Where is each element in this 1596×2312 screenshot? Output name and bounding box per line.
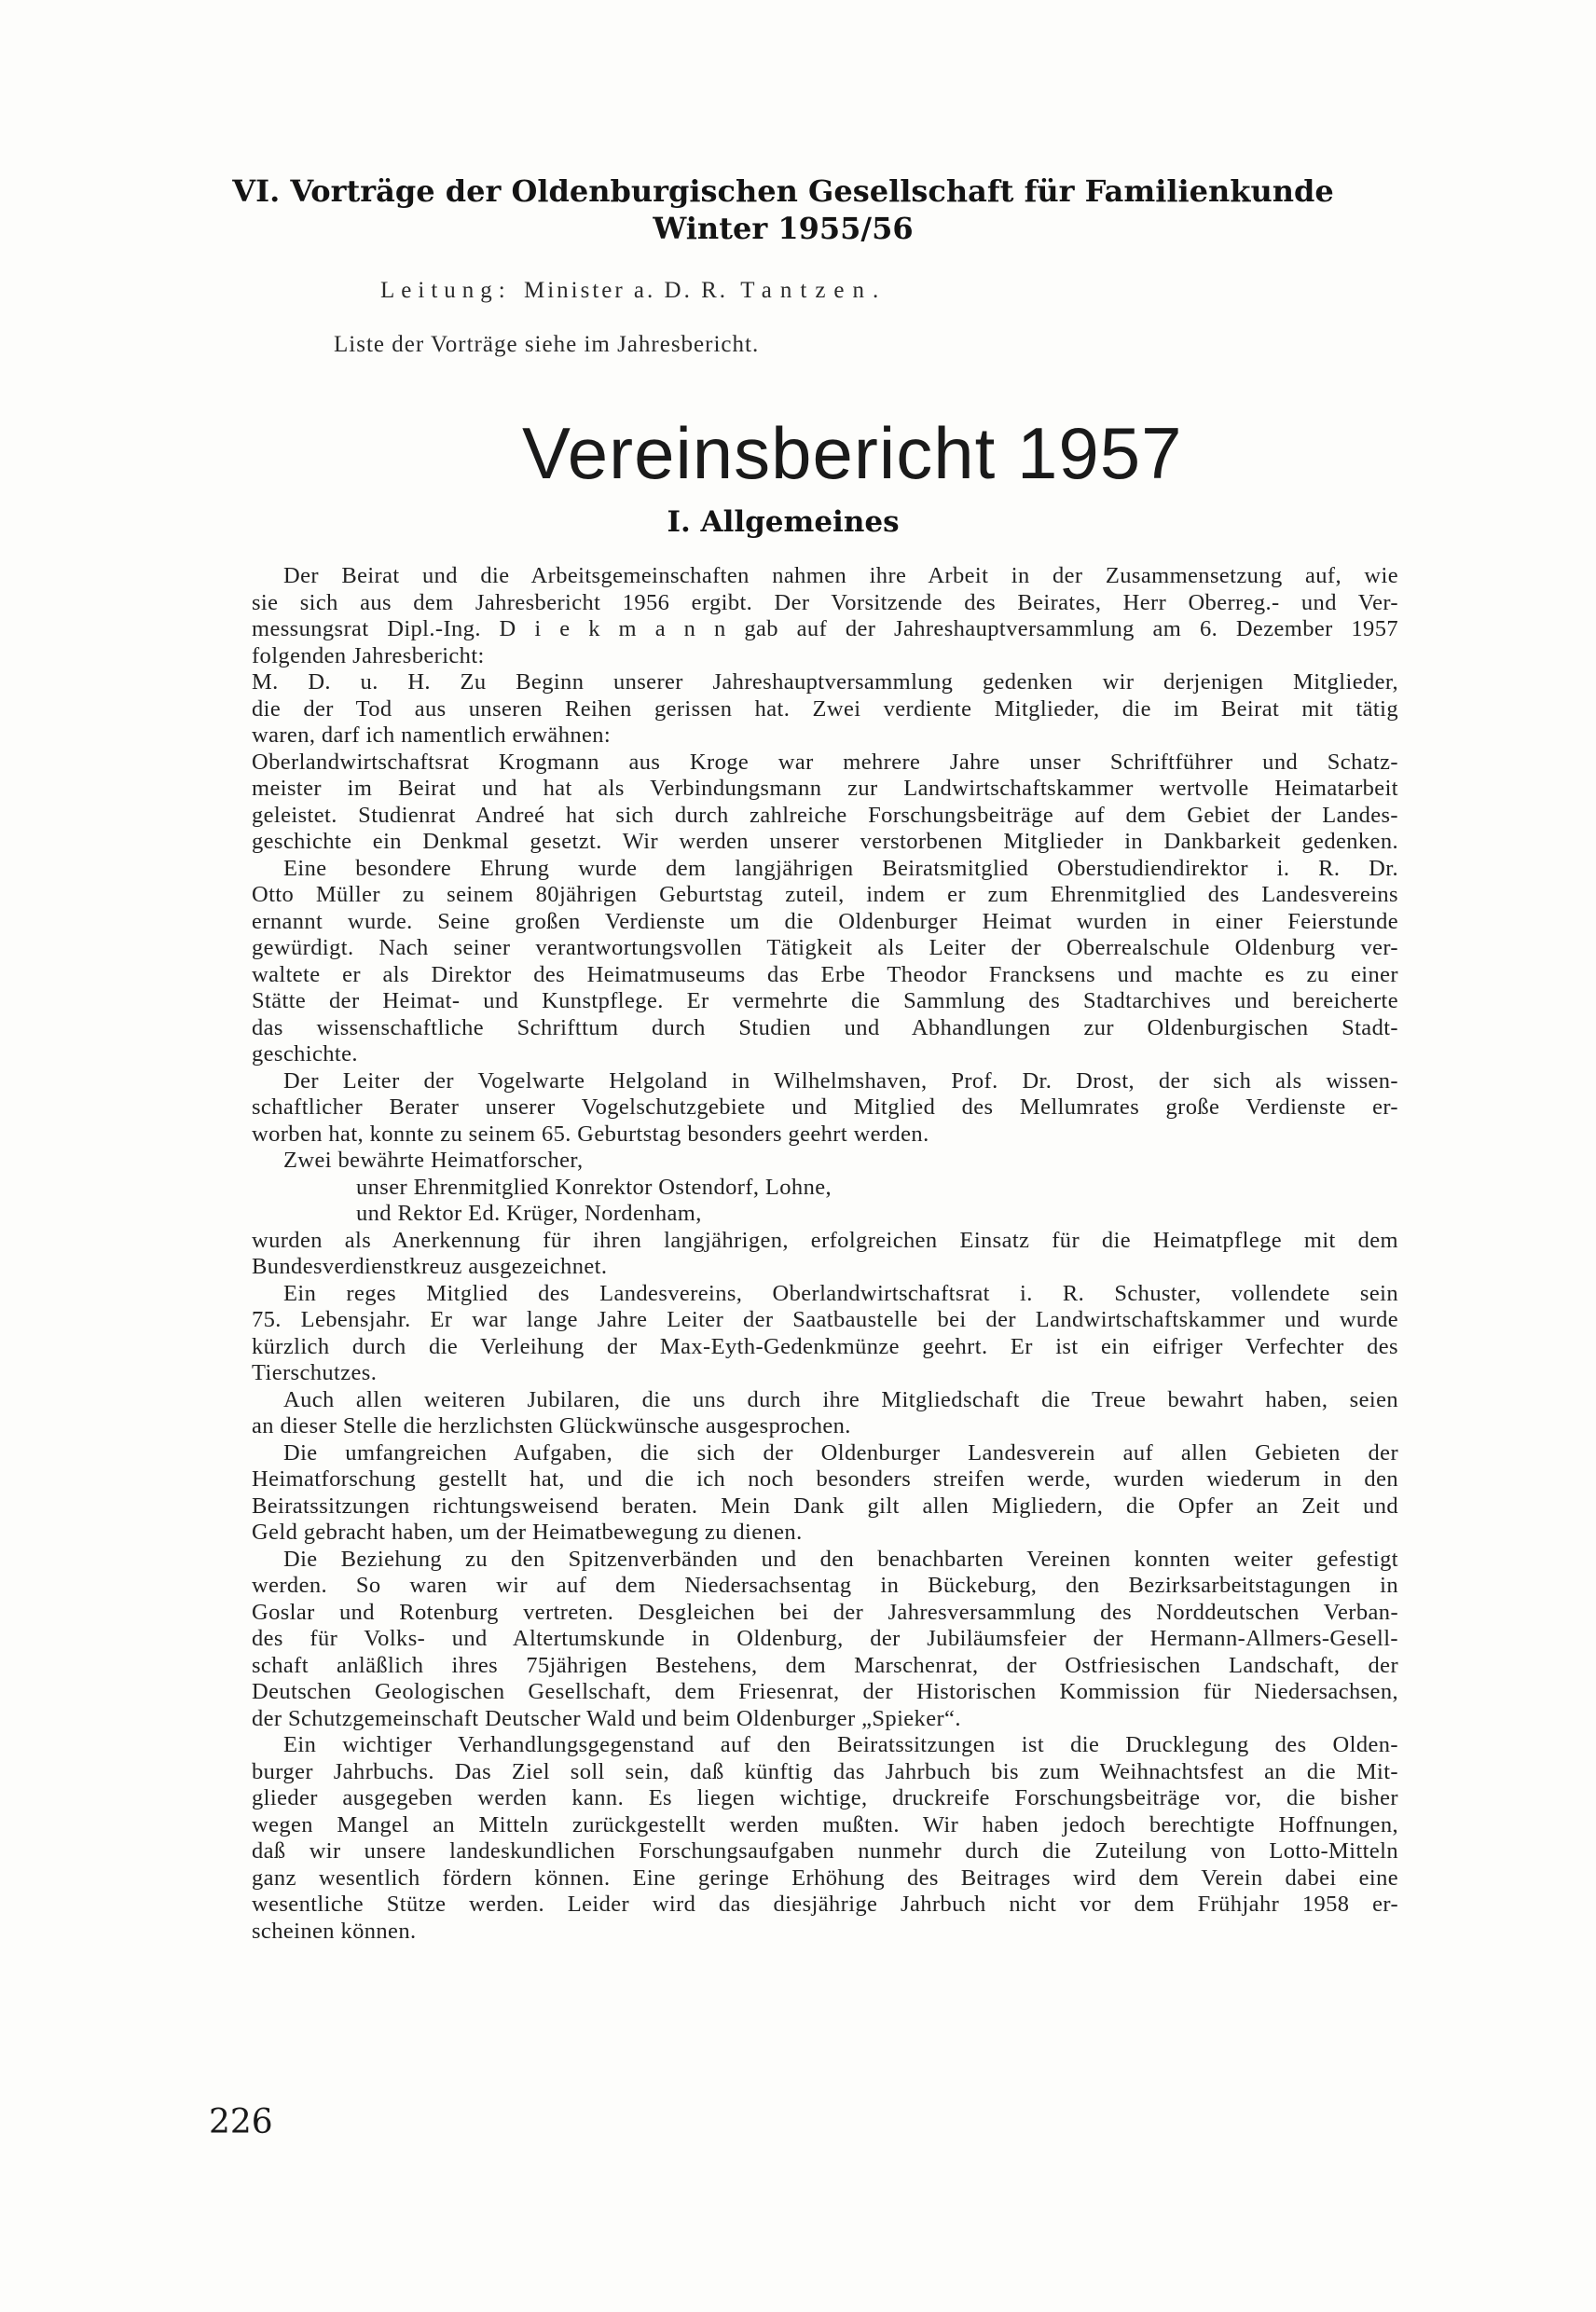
- text-line: der Schutzgemeinschaft Deutscher Wald und beim Oldenburger „Spieker“.: [252, 1705, 961, 1731]
- text-line: Beiratssitzungen richtungsweisend beraten. Mein Dank gilt allen Migliedern, die Opfer an Zeit und: [252, 1493, 1398, 1519]
- text-line: sie sich aus dem Jahresbericht 1956 ergibt. Der Vorsitzende des Beirates, Herr Oberreg.- und Ver-: [252, 589, 1398, 615]
- text-line: werden. So waren wir auf dem Niedersachsentag in Bückeburg, den Bezirksarbeitstagungen in: [252, 1573, 1398, 1598]
- text-line: die der Tod aus unseren Reihen gerissen hat. Zwei verdiente Mitglieder, die im Beirat mit tätig: [252, 695, 1398, 722]
- text-line: burger Jahrbuchs. Das Ziel soll sein, daß künftig das Jahrbuch bis zum Weihnachtsfest an die Mit-: [252, 1758, 1398, 1784]
- text-line: Goslar und Rotenburg vertreten. Desgleichen bei der Jahresversammlung des Norddeutschen Verban-: [252, 1599, 1398, 1625]
- text-line: Deutschen Geologischen Gesellschaft, dem Friesenrat, der Historischen Kommission für Niedersachsen,: [252, 1679, 1398, 1704]
- text-line: messungsrat Dipl.-Ing. D i e k m a n n gab auf der Jahreshauptversammlung am 6. Dezember 1957: [252, 616, 1398, 641]
- text-line: Oberlandwirtschaftsrat Krogmann aus Kroge war mehrere Jahre unser Schriftführer und Schatz-: [252, 749, 1398, 775]
- lecture-list-note: Liste der Vorträge siehe im Jahresbericht.: [334, 332, 760, 357]
- report-title: Vereinsbericht 1957: [522, 412, 1183, 494]
- text-line: des für Volks- und Altertumskunde in Oldenburg, der Jubiläumsfeier der Hermann-Allmers-Gesell-: [252, 1626, 1398, 1651]
- lecture-series-title: VI. Vorträge der Oldenburgischen Gesellschaft für Familienkunde: [232, 173, 1334, 209]
- text-line: Otto Müller zu seinem 80jährigen Geburtstag zuteil, indem er zum Ehrenmitglied des Landesvereins: [252, 882, 1398, 907]
- report-body: [252, 563, 1398, 1945]
- text-line: geschichte ein Denkmal gesetzt. Wir werden unserer verstorbenen Mitglieder in Dankbarkeit gedenken.: [252, 829, 1398, 854]
- text-line: Die umfangreichen Aufgaben, die sich der Oldenburger Landesverein auf allen Gebieten der: [283, 1439, 1398, 1466]
- text-line: geleistet. Studienrat Andreé hat sich durch zahlreiche Forschungsbeiträge auf dem Gebiet der Landes-: [252, 802, 1398, 828]
- text-line: 75. Lebensjahr. Er war lange Jahre Leiter der Saatbaustelle bei der Landwirtschaftskammer und wurde: [252, 1307, 1398, 1332]
- text-line: glieder ausgegeben werden kann. Es liegen wichtige, druckreife Forschungsbeiträge vor, die bisher: [252, 1785, 1398, 1810]
- text-line: unser Ehrenmitglied Konrektor Ostendorf, Lohne,: [356, 1174, 832, 1200]
- text-line: kürzlich durch die Verleihung der Max-Eyth-Gedenkmünze geehrt. Er ist ein eifriger Verfechter des: [252, 1333, 1398, 1359]
- text-line: ernannt wurde. Seine großen Verdienste um die Oldenburger Heimat wurden in einer Feierstunde: [252, 908, 1398, 934]
- text-line: Stätte der Heimat- und Kunstpflege. Er vermehrte die Sammlung des Stadtarchives und bereicherte: [252, 988, 1398, 1013]
- text-line: schaftlicher Berater unserer Vogelschutzgebiete und Mitglied des Mellumrates große Verdienste er-: [252, 1094, 1398, 1120]
- text-line: waren, darf ich namentlich erwähnen:: [252, 722, 612, 748]
- text-line: wesentliche Stütze werden. Leider wird das diesjährige Jahrbuch nicht vor dem Frühjahr 1958 er-: [252, 1892, 1398, 1917]
- text-line: schaft anläßlich ihres 75jährigen Bestehens, dem Marschenrat, der Ostfriesischen Landschaft, der: [252, 1652, 1398, 1678]
- text-line: Eine besondere Ehrung wurde dem langjährigen Beiratsmitglied Oberstudiendirektor i. R. Dr.: [283, 855, 1398, 881]
- text-line: M. D. u. H. Zu Beginn unserer Jahreshauptversammlung gedenken wir derjenigen Mitglieder,: [252, 669, 1398, 695]
- page-number: 226: [209, 2103, 273, 2141]
- text-line: wegen Mangel an Mitteln zurückgestellt werden mußten. Wir haben jedoch berechtigte Hoffnungen,: [252, 1811, 1398, 1837]
- text-line: Zwei bewährte Heimatforscher,: [283, 1148, 584, 1173]
- leitung-line: [380, 278, 887, 304]
- text-line: Ein wichtiger Verhandlungsgegenstand auf den Beiratssitzungen ist die Drucklegung des Olden-: [283, 1732, 1398, 1757]
- leitung-role: Minister a. D. R.: [523, 278, 729, 303]
- text-line: folgenden Jahresbericht:: [252, 642, 485, 668]
- lecture-series-season: Winter 1955/56: [653, 211, 914, 246]
- leitung-name: Tantzen.: [740, 278, 887, 303]
- section-heading: I. Allgemeines: [667, 505, 900, 539]
- text-line: geschichte.: [252, 1041, 358, 1067]
- text-line: und Rektor Ed. Krüger, Nordenham,: [356, 1201, 702, 1226]
- text-line: an dieser Stelle die herzlichsten Glückwünsche ausgesprochen.: [252, 1413, 851, 1438]
- text-line: waltete er als Direktor des Heimatmuseums das Erbe Theodor Francksens und machte es zu einer: [252, 961, 1398, 987]
- text-line: ganz wesentlich fördern können. Eine geringe Erhöhung des Beitrages wird dem Verein dabei eine: [252, 1865, 1398, 1891]
- text-line: Bundesverdienstkreuz ausgezeichnet.: [252, 1254, 608, 1279]
- text-line: Tierschutzes.: [252, 1360, 378, 1385]
- text-line: worben hat, konnte zu seinem 65. Geburtstag besonders geehrt werden.: [252, 1121, 929, 1147]
- text-line: Auch allen weiteren Jubilaren, die uns durch ihre Mitgliedschaft die Treue bewahrt haben, seien: [283, 1386, 1398, 1412]
- text-line: Geld gebracht haben, um der Heimatbewegung zu dienen.: [252, 1520, 803, 1545]
- text-line: gewürdigt. Nach seiner verantwortungsvollen Tätigkeit als Leiter der Oberrealschule Oldenburg ver-: [252, 935, 1398, 960]
- text-line: scheinen können.: [252, 1918, 417, 1944]
- text-line: Der Leiter der Vogelwarte Helgoland in Wilhelmshaven, Prof. Dr. Drost, der sich als wissen-: [283, 1067, 1398, 1094]
- leitung-label: Leitung:: [380, 278, 512, 303]
- text-line: Heimatforschung gestellt hat, und die ich noch besonders streifen werde, wurden wiederum in den: [252, 1466, 1398, 1492]
- text-line: meister im Beirat und hat als Verbindungsmann zur Landwirtschaftskammer wertvolle Heimatarbeit: [252, 776, 1398, 801]
- text-line: Die Beziehung zu den Spitzenverbänden und den benachbarten Vereinen konnten weiter gefestigt: [283, 1546, 1398, 1572]
- text-line: wurden als Anerkennung für ihren langjährigen, erfolgreichen Einsatz für die Heimatpflege mit dem: [252, 1227, 1398, 1253]
- text-line: das wissenschaftliche Schrifttum durch Studien und Abhandlungen zur Oldenburgischen Stadt-: [252, 1014, 1398, 1040]
- text-line: Ein reges Mitglied des Landesvereins, Oberlandwirtschaftsrat i. R. Schuster, vollendete sein: [283, 1280, 1398, 1306]
- text-line: Der Beirat und die Arbeitsgemeinschaften nahmen ihre Arbeit in der Zusammensetzung auf, wie: [283, 563, 1398, 588]
- text-line: daß wir unsere landeskundlichen Forschungsaufgaben nunmehr durch die Zuteilung von Lotto-Mitteln: [252, 1838, 1398, 1864]
